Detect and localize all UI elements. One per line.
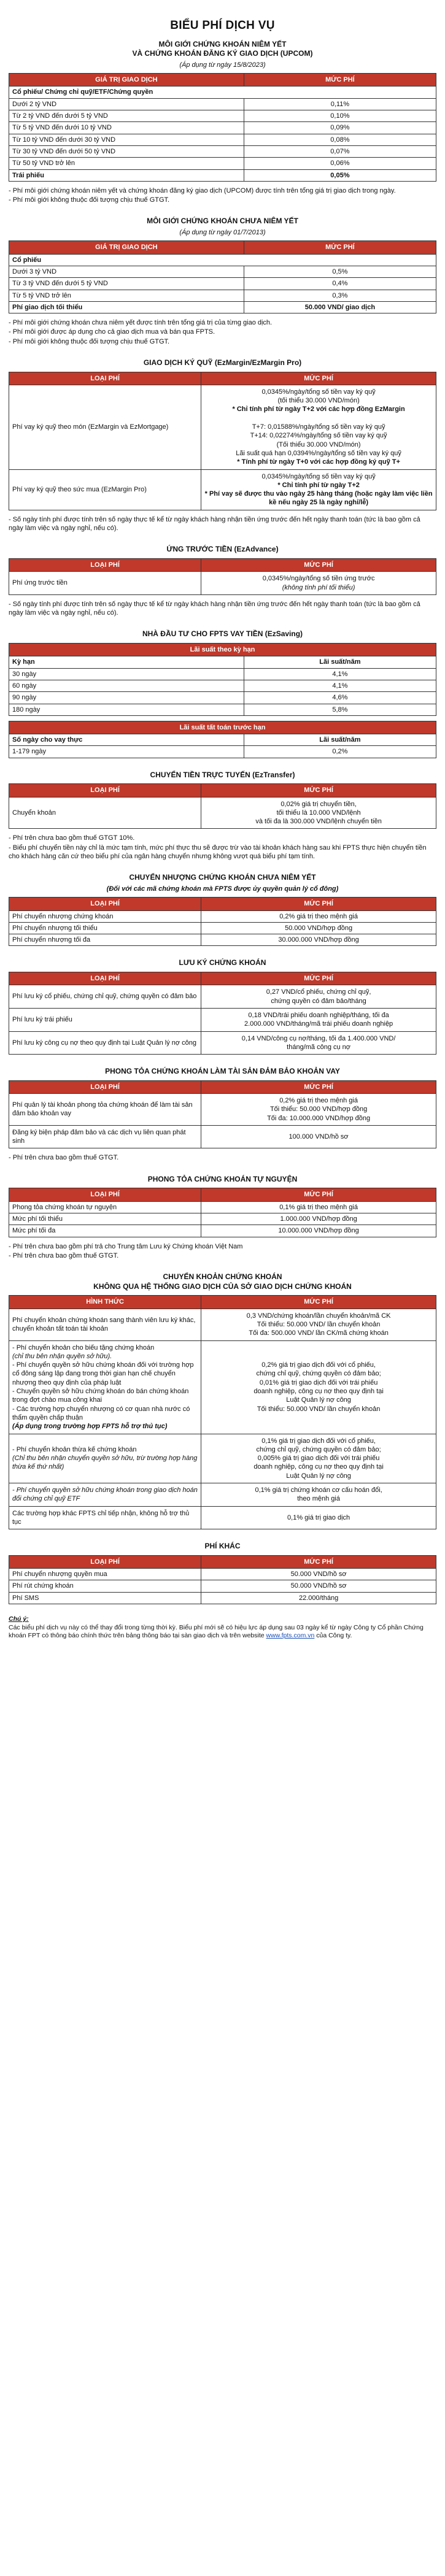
ownership-title: CHUYỂN KHOẢN CHỨNG KHOÁN KHÔNG QUA HỆ THỐNG GIAO DỊCH CỦA SỞ GIAO DỊCH CHỨNG KHOÁN: [93, 1272, 352, 1291]
custody-title: LƯU KÝ CHỨNG KHOÁN: [179, 958, 266, 967]
table-row: [9, 1213, 436, 1225]
footnote: [9, 1615, 436, 1640]
cell-line: Tối đa: 10.000.000 VND/hợp đồng: [267, 1114, 371, 1122]
fee-value: 1.000.000 VND/hợp đồng: [201, 1213, 436, 1225]
fee-value: [201, 1008, 436, 1031]
col-header: LOẠI PHÍ: [9, 972, 201, 985]
table-row: [9, 1340, 436, 1434]
saving-early-table: [9, 721, 436, 758]
fee-label: Phí vay ký quỹ theo sức mua (EzMargin Pro): [9, 469, 201, 510]
fee-label: Dưới 2 tỷ VND: [9, 98, 244, 110]
note-line: - Phí trên chưa bao gồm thuế GTGT.: [9, 1251, 119, 1259]
fee-value: 0,5%: [244, 266, 436, 277]
fee-label: Phí quản lý tài khoản phong tỏa chứng khoán để làm tài sản đảm bảo khoản vay: [9, 1094, 201, 1126]
col-header: MỨC PHÍ: [201, 372, 436, 385]
cell-line: Tối thiểu: 50.000 VND/ lần chuyển khoản: [257, 1405, 381, 1413]
cell-line: T+7: 0,01588%/ngày/tổng số tiền vay ký quỹ: [252, 423, 385, 431]
note-line: - Phí trên chưa bao gồm thuế GTGT.: [9, 1154, 119, 1162]
fee-label: Mức phí tối thiểu: [9, 1213, 201, 1225]
note-line: - Biểu phí chuyển tiền này chỉ là mức tạm tính, mức phí thực thu sẽ được trừ vào tài khoản khách hàng sau khi FPTS thực hiện chuyển tiền cho khách hàng căn cứ theo biểu phí của ngân hàng chuyển nhưng không vượt quá biểu phí tạm tính.: [9, 844, 427, 861]
table-row: [9, 1201, 436, 1213]
cell-line: - Phí chuyển khoản thừa kế chứng khoán: [12, 1445, 137, 1453]
pledge-notes: [9, 1153, 436, 1162]
page-title: BIỂU PHÍ DỊCH VỤ: [170, 19, 275, 32]
cell-line: T+14: 0,02274%/ngày/tổng số tiền vay ký quỹ: [250, 432, 387, 440]
fee-value: 0,3%: [244, 290, 436, 301]
fee-label: Phí ứng trước tiền: [9, 572, 201, 595]
col-header: Lãi suất/năm: [244, 734, 436, 746]
fee-label: Từ 5 tỷ VND trở lên: [9, 290, 244, 301]
col-header: MỨC PHÍ: [244, 241, 436, 254]
saving-title: NHÀ ĐẦU TƯ CHO FPTS VAY TIỀN (EzSaving): [142, 629, 303, 639]
cell-line: * Chỉ tính phí từ ngày T+2: [277, 481, 360, 489]
note-line: - Số ngày tính phí được tính trên số ngày thực tế kể từ ngày khách hàng nhận tiền ứng trước đến hết ngày thanh toán (tức là bao gồm cả ngày làm việc và ngày nghỉ, nếu có).: [9, 515, 420, 533]
col-header: MỨC PHÍ: [201, 1296, 436, 1309]
col-header: MỨC PHÍ: [201, 1188, 436, 1201]
cell-line: Tối thiểu: 50.000 VND/ lần chuyển khoản: [257, 1320, 381, 1328]
col-header: Số ngày cho vay thực: [9, 734, 244, 746]
fee-value: 0,08%: [244, 134, 436, 145]
cell-line: (Áp dụng trong trường hợp FPTS hỗ trợ thủ tục): [12, 1423, 168, 1431]
note-line: - Phí môi giới không thuộc đối tượng chịu thuế GTGT.: [9, 337, 170, 345]
cell-line: * Tính phí từ ngày T+0 với các hợp đồng ký quỹ T+: [237, 458, 400, 466]
footnote-text: Các biểu phí dịch vụ này có thể thay đổi trong từng thời kỳ. Biểu phí mới sẽ có hiệu lực áp dụng sau 03 ngày kể từ ngày Công ty Cổ phần Chứng khoán FPT có thông báo chính thức trên bảng thông báo tại sàn giao dịch và trên website www.fpts.com.vn của Công ty.: [9, 1623, 424, 1640]
table-row: [9, 1506, 436, 1529]
table-row: [9, 680, 436, 691]
cell-line: doanh nghiệp, công cụ nợ theo quy định tại: [253, 1463, 384, 1471]
advance-fee-table: [9, 558, 436, 595]
col-header: MỨC PHÍ: [201, 784, 436, 797]
fee-label: 90 ngày: [9, 692, 244, 704]
fee-value: [201, 1094, 436, 1126]
col-header: MỨC PHÍ: [201, 1555, 436, 1568]
table-row: [9, 1031, 436, 1055]
cell-line: 0,01% giá trị giao dịch đối với trái phiếu: [259, 1378, 378, 1386]
fee-value: [201, 797, 436, 829]
fee-label: Trái phiếu: [9, 169, 244, 181]
table-row: [9, 746, 436, 758]
table-row: [9, 134, 436, 145]
table-row: [9, 1094, 436, 1126]
unlisted-subtitle: (Áp dụng từ ngày 01/7/2013): [179, 229, 266, 237]
fee-value: 0,2%: [244, 746, 436, 758]
other-fee-table: [9, 1555, 436, 1604]
table-row: [9, 266, 436, 277]
cell-line: và tối đa là 300.000 VND/lệnh chuyển tiền: [255, 818, 382, 826]
unlisted-transfer-table: [9, 897, 436, 946]
cell-line: (Chỉ thu bên nhận chuyển quyền sở hữu, trừ trường hợp hàng thừa kế thứ nhất): [12, 1455, 198, 1471]
pledge-fee-table: [9, 1080, 436, 1149]
cell-line: 0,18 VND/trái phiếu doanh nghiệp/tháng, tối đa: [248, 1011, 389, 1019]
table-row: [9, 469, 436, 510]
fee-label: Phí chuyển nhượng chứng khoán: [9, 910, 201, 922]
table-row: [9, 1483, 436, 1506]
note-line: - Phí môi giới chứng khoán niêm yết và chứng khoán đăng ký giao dịch (UPCOM) được tính trên tổng giá trị giao dịch trong ngày.: [9, 186, 396, 194]
listed-fee-table: [9, 73, 436, 182]
voluntary-title: PHONG TỎA CHỨNG KHOÁN TỰ NGUYỆN: [147, 1174, 298, 1183]
ownership-fee-table: [9, 1295, 436, 1529]
transfer-fee-table: [9, 783, 436, 829]
cell-line: 2.000.000 VND/tháng/mã trái phiếu doanh nghiệp: [244, 1020, 393, 1028]
fee-value: 30.000.000 VND/hợp đồng: [201, 934, 436, 946]
table-row: [9, 1434, 436, 1483]
table-row: [9, 692, 436, 704]
note-line: - Phí môi giới chứng khoán chưa niêm yết được tính trên tổng giá trị của từng giao dịch.: [9, 319, 273, 327]
fee-value: 4,1%: [244, 668, 436, 680]
other-title: PHÍ KHÁC: [204, 1542, 241, 1551]
cell-line: 0,1% giá trị giao dịch đối với cổ phiếu,: [261, 1437, 376, 1445]
unlisted-fee-table: [9, 240, 436, 313]
unlisted-notes: [9, 318, 436, 346]
cell-line: chứng chỉ quỹ, chứng quyền có đảm bảo;: [256, 1370, 381, 1378]
fee-value: 5,8%: [244, 704, 436, 715]
cell-line: 0,2% giá trị theo mệnh giá: [279, 1097, 358, 1104]
cell-line: chứng quyền có đảm bảo/tháng: [271, 997, 366, 1005]
fee-label: Từ 50 tỷ VND trở lên: [9, 158, 244, 169]
table-row: [9, 1008, 436, 1031]
col-header: LOẠI PHÍ: [9, 1188, 201, 1201]
fee-label: Từ 2 tỷ VND đến dưới 5 tỷ VND: [9, 110, 244, 122]
cell-line: (tối thiểu 30.000 VND/món): [277, 397, 360, 405]
cell-line: Luật Quản lý nợ công: [286, 1396, 351, 1404]
fee-value: [201, 1340, 436, 1434]
fee-value: 0,2% giá trị theo mệnh giá: [201, 910, 436, 922]
table-row: [9, 385, 436, 469]
table-row: [9, 169, 436, 181]
cell-line: * Chỉ tính phí từ ngày T+2 với các hợp đồng EzMargin: [232, 406, 405, 413]
fee-value: 0,07%: [244, 145, 436, 157]
col-header: LOẠI PHÍ: [9, 898, 201, 910]
fee-label: Từ 10 tỷ VND đến dưới 30 tỷ VND: [9, 134, 244, 145]
cell-line: - Phí chuyển khoản cho biếu tặng chứng khoán: [12, 1344, 155, 1351]
fee-label: 1-179 ngày: [9, 746, 244, 758]
fee-label: Phí rút chứng khoán: [9, 1580, 201, 1592]
transfer-notes: [9, 834, 436, 861]
fee-label: Phí chuyển nhượng quyền mua: [9, 1569, 201, 1580]
pledge-title: PHONG TỎA CHỨNG KHOÁN LÀM TÀI SẢN ĐẢM BẢO KHOẢN VAY: [105, 1067, 340, 1076]
fee-label: Từ 3 tỷ VND đến dưới 5 tỷ VND: [9, 278, 244, 290]
table-row: [9, 1569, 436, 1580]
table-row: [9, 922, 436, 934]
fee-value: [201, 1309, 436, 1340]
cell-line: - Các trường hợp chuyển nhượng có cơ quan nhà nước có thẩm quyền chấp thuận: [12, 1405, 190, 1421]
fee-value: 0,06%: [244, 158, 436, 169]
fee-value: 50.000 VND/hồ sơ: [201, 1569, 436, 1580]
fee-value: [201, 985, 436, 1009]
cell-line: 0,0345%/ngày/tổng số tiền vay ký quỹ: [261, 472, 376, 480]
table-row: [9, 301, 436, 313]
fee-label: Mức phí tối đa: [9, 1225, 201, 1237]
custody-fee-table: [9, 972, 436, 1055]
listed-subtitle: (Áp dụng từ ngày 15/8/2023): [179, 61, 266, 69]
table-row: [9, 278, 436, 290]
note-line: - Phí môi giới được áp dụng cho cả giao dịch mua và bán qua FPTS.: [9, 328, 215, 336]
fee-value: 50.000 VND/ giao dịch: [244, 301, 436, 313]
fee-label: [9, 1340, 201, 1434]
col-header: MỨC PHÍ: [201, 898, 436, 910]
fee-value: [201, 469, 436, 510]
cell-line: 0,27 VND/cổ phiếu, chứng chỉ quỹ,: [266, 988, 371, 996]
fee-label: Phí chuyển nhượng tối thiểu: [9, 922, 201, 934]
table-row: [9, 668, 436, 680]
fee-label: 180 ngày: [9, 704, 244, 715]
fee-value: 50.000 VND/hồ sơ: [201, 1580, 436, 1592]
note-line: - Phí trên chưa bao gồm thuế GTGT 10%.: [9, 834, 135, 842]
col-header: MỨC PHÍ: [201, 1080, 436, 1093]
cell-line: Tối đa: 500.000 VND/ lần CK/mã chứng khoán: [249, 1329, 389, 1337]
fee-value: 0,11%: [244, 98, 436, 110]
fee-value: 0,05%: [244, 169, 436, 181]
fee-label: Chuyển khoản: [9, 797, 201, 829]
cell-line: tối thiểu là 10.000 VND/lệnh: [276, 809, 361, 817]
cell-line: 0,2% giá trị giao dịch đối với cổ phiếu,: [261, 1361, 376, 1369]
fee-label: Phong tỏa chứng khoán tự nguyện: [9, 1201, 201, 1213]
cell-line: theo mệnh giá: [297, 1495, 340, 1503]
cell-line: 0,005% giá trị giao dịch đối với trái phiếu: [257, 1455, 380, 1463]
fee-label: Đăng ký biện pháp đảm bảo và các dịch vụ liên quan phát sinh: [9, 1125, 201, 1148]
fee-label: Các trường hợp khác FPTS chỉ tiếp nhận, không hỗ trợ thủ tục: [9, 1506, 201, 1529]
fee-label: Dưới 3 tỷ VND: [9, 266, 244, 277]
cell-line: 0,14 VND/công cụ nợ/tháng, tối đa 1.400.000 VND/: [241, 1034, 396, 1042]
transfer-title: CHUYỂN TIỀN TRỰC TUYẾN (EzTransfer): [150, 770, 295, 779]
note-line: - Số ngày tính phí được tính trên số ngày thực tế kể từ ngày khách hàng nhận tiền ứng trước đến hết ngày thanh toán (tức là bao gồm cả ngày làm việc và ngày nghỉ, nếu có).: [9, 600, 420, 617]
col-header: MỨC PHÍ: [244, 74, 436, 87]
cell-line: Lãi suất quá hạn 0,0394%/ngày/tổng số tiền vay ký quỹ: [236, 449, 401, 457]
fee-label: - Phí chuyển quyền sở hữu chứng khoán trong giao dịch hoán đổi chứng chỉ quỹ ETF: [9, 1483, 201, 1506]
cell-line: tháng/mã công cụ nợ: [287, 1043, 351, 1051]
cell-line: (Tối thiểu 30.000 VND/món): [276, 440, 361, 448]
margin-notes: [9, 515, 436, 533]
table-row: [9, 1592, 436, 1604]
table-row: [9, 122, 436, 134]
table-row: [9, 1580, 436, 1592]
fee-value: 0,10%: [244, 110, 436, 122]
fee-value: 22.000/tháng: [201, 1592, 436, 1604]
fee-label: Phí vay ký quỹ theo món (EzMargin và EzMortgage): [9, 385, 201, 469]
fee-label: 30 ngày: [9, 668, 244, 680]
group-label: Cổ phiếu/ Chứng chỉ quỹ/ETF/Chứng quyền: [9, 87, 436, 98]
cell-line: doanh nghiệp, công cụ nợ theo quy định tại: [253, 1388, 384, 1396]
footnote-label: Chú ý:: [9, 1615, 29, 1623]
table-row: [9, 985, 436, 1009]
fee-value: 4,1%: [244, 680, 436, 691]
voluntary-fee-table: [9, 1188, 436, 1237]
fee-value: 100.000 VND/hồ sơ: [201, 1125, 436, 1148]
note-line: - Phí trên chưa bao gồm phí trả cho Trung tâm Lưu ký Chứng khoán Việt Nam: [9, 1242, 243, 1250]
listed-notes: [9, 186, 436, 205]
voluntary-notes: [9, 1242, 436, 1261]
col-header: LOẠI PHÍ: [9, 558, 201, 571]
cell-line: chứng chỉ quỹ, chứng quyền có đảm bảo;: [256, 1445, 381, 1453]
note-line: - Phí môi giới không thuộc đối tượng chịu thuế GTGT.: [9, 196, 170, 204]
website-link[interactable]: www.fpts.com.vn: [266, 1632, 315, 1640]
fee-label: [9, 1434, 201, 1483]
table-row: [9, 704, 436, 715]
cell-line: 0,02% giá trị chuyển tiền,: [281, 800, 357, 808]
col-header: Lãi suất/năm: [244, 656, 436, 668]
fee-value: 0,09%: [244, 122, 436, 134]
cell-line: * Phí vay sẽ được thu vào ngày 25 hàng tháng (hoặc ngày làm việc liền kề nếu ngày 25 là ngày nghỉ/lễ): [204, 490, 433, 507]
unlisted-transfer-subtitle: (Đối với các mã chứng khoán mà FPTS được ủy quyền quản lý cổ đông): [106, 885, 339, 893]
col-header: LOẠI PHÍ: [9, 1080, 201, 1093]
fee-value: 0,1% giá trị theo mệnh giá: [201, 1201, 436, 1213]
fee-value: [201, 1434, 436, 1483]
cell-line: 0,3 VND/chứng khoán/lần chuyển khoản/mã CK: [246, 1312, 391, 1320]
fee-value: [201, 1483, 436, 1506]
cell-line: (chỉ thu bên nhận quyền sở hữu).: [12, 1352, 112, 1360]
fee-value: 50.000 VND/hợp đồng: [201, 922, 436, 934]
table-row: [9, 145, 436, 157]
fee-label: 60 ngày: [9, 680, 244, 691]
fee-label: Phí chuyển nhượng tối đa: [9, 934, 201, 946]
cell-line: 0,0345%/ngày/tổng số tiền vay ký quỹ: [261, 388, 376, 396]
col-header: GIÁ TRỊ GIAO DỊCH: [9, 241, 244, 254]
table-row: [9, 158, 436, 169]
table-title: Lãi suất tất toán trước hạn: [9, 721, 436, 734]
col-header: LOẠI PHÍ: [9, 1555, 201, 1568]
cell-line: 0,1% giá trị chứng khoán cơ cấu hoán đổi,: [255, 1486, 382, 1494]
col-header: MỨC PHÍ: [201, 558, 436, 571]
col-header: GIÁ TRỊ GIAO DỊCH: [9, 74, 244, 87]
col-header: HÌNH THỨC: [9, 1296, 201, 1309]
cell-line: - Phí chuyển quyền sở hữu chứng khoán đối với trường hợp cổ đông sáng lập đang trong thời gian hạn chế chuyển nhượng theo quy định của pháp luật: [12, 1361, 194, 1386]
group-label: Cổ phiếu: [9, 254, 436, 266]
unlisted-transfer-title: CHUYỂN NHƯỢNG CHỨNG KHOÁN CHƯA NIÊM YẾT: [129, 873, 316, 882]
fee-label: Phí chuyển khoản chứng khoán sang thành viên lưu ký khác, chuyển khoản tất toán tài khoản: [9, 1309, 201, 1340]
cell-line: [204, 414, 433, 423]
advance-title: ỨNG TRƯỚC TIỀN (EzAdvance): [166, 545, 279, 554]
table-row: [9, 797, 436, 829]
saving-term-table: [9, 643, 436, 716]
col-header: LOẠI PHÍ: [9, 372, 201, 385]
fee-label: Phí giao dịch tối thiểu: [9, 301, 244, 313]
table-row: [9, 934, 436, 946]
fee-label: Từ 5 tỷ VND đến dưới 10 tỷ VND: [9, 122, 244, 134]
fee-value: 4,6%: [244, 692, 436, 704]
table-title: Lãi suất theo kỳ hạn: [9, 644, 436, 656]
fee-value: [201, 385, 436, 469]
margin-title: GIAO DỊCH KÝ QUỸ (EzMargin/EzMargin Pro): [143, 358, 302, 367]
table-row: [9, 1225, 436, 1237]
fee-value: [201, 1031, 436, 1055]
col-header: LOẠI PHÍ: [9, 784, 201, 797]
fee-value: 0,4%: [244, 278, 436, 290]
table-row: [9, 1309, 436, 1340]
cell-line: - Chuyển quyền sở hữu chứng khoán do bán chứng khoán trong đợt chào mua công khai: [12, 1388, 189, 1404]
fee-value: 0,0345%/ngày/tổng số tiền ứng trước (không tính phí tối thiểu): [201, 572, 436, 595]
fee-value: 0,1% giá trị giao dịch: [201, 1506, 436, 1529]
listed-title: MÔI GIỚI CHỨNG KHOÁN NIÊM YẾT VÀ CHỨNG KHOÁN ĐĂNG KÝ GIAO DỊCH (UPCOM): [132, 39, 313, 58]
fee-label: Phí lưu ký cổ phiếu, chứng chỉ quỹ, chứng quyền có đảm bảo: [9, 985, 201, 1009]
table-row: [9, 1125, 436, 1148]
table-row: [9, 572, 436, 595]
cell-line: Tối thiểu: 50.000 VND/hợp đồng: [269, 1105, 368, 1113]
fee-label: Phí lưu ký trái phiếu: [9, 1008, 201, 1031]
table-row: [9, 910, 436, 922]
col-header: MỨC PHÍ: [201, 972, 436, 985]
fee-label: Phí lưu ký công cụ nợ theo quy định tại Luật Quản lý nợ công: [9, 1031, 201, 1055]
cell-line: Luật Quản lý nợ công: [286, 1472, 351, 1480]
table-row: [9, 98, 436, 110]
fee-value: 10.000.000 VND/hợp đồng: [201, 1225, 436, 1237]
fee-label: Từ 30 tỷ VND đến dưới 50 tỷ VND: [9, 145, 244, 157]
unlisted-title: MÔI GIỚI CHỨNG KHOÁN CHƯA NIÊM YẾT: [147, 217, 298, 226]
col-header: Kỳ hạn: [9, 656, 244, 668]
table-row: [9, 290, 436, 301]
margin-fee-table: [9, 372, 436, 510]
advance-notes: [9, 600, 436, 618]
table-row: [9, 110, 436, 122]
fee-label: Phí SMS: [9, 1592, 201, 1604]
